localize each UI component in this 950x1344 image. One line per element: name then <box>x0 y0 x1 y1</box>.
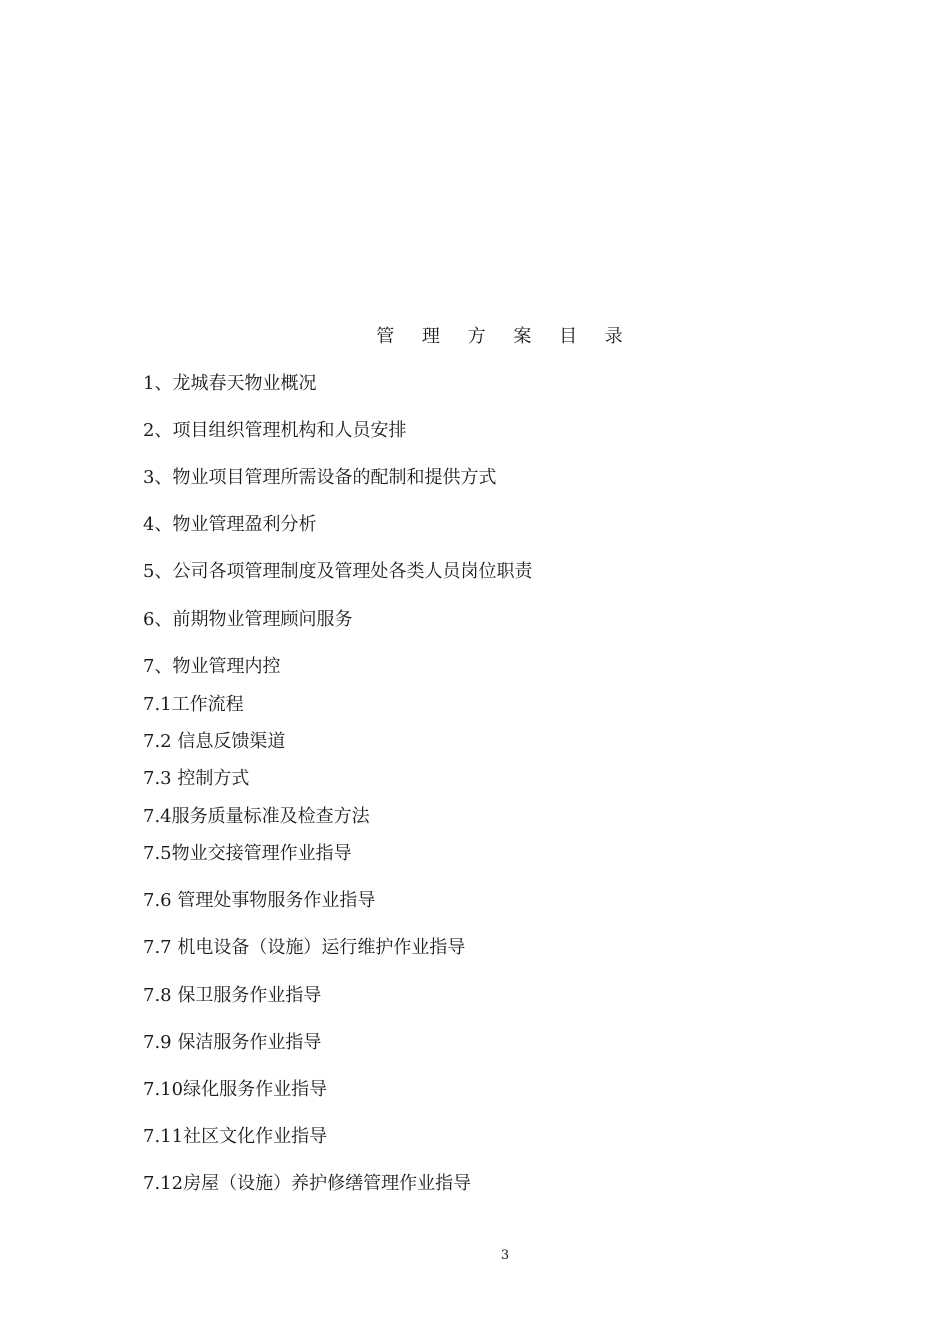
toc-item-7: 7、物业管理内控 <box>143 656 281 677</box>
toc-item-4: 4、物业管理盈利分析 <box>143 514 317 535</box>
toc-item-3: 3、物业项目管理所需设备的配制和提供方式 <box>143 467 497 488</box>
page-number: 3 <box>500 1248 510 1263</box>
toc-item-6: 6、前期物业管理顾问服务 <box>143 609 353 630</box>
toc-item-7-1: 7.1工作流程 <box>143 694 244 715</box>
toc-item-7-5: 7.5物业交接管理作业指导 <box>143 843 352 864</box>
toc-item-7-12: 7.12房屋（设施）养护修缮管理作业指导 <box>143 1173 472 1194</box>
toc-item-7-3: 7.3 控制方式 <box>143 768 250 789</box>
toc-item-7-10: 7.10绿化服务作业指导 <box>143 1079 328 1100</box>
toc-item-5: 5、公司各项管理制度及管理处各类人员岗位职责 <box>143 561 533 582</box>
toc-item-7-6: 7.6 管理处事物服务作业指导 <box>143 890 376 911</box>
toc-item-2: 2、项目组织管理机构和人员安排 <box>143 420 407 441</box>
toc-item-7-8: 7.8 保卫服务作业指导 <box>143 985 322 1006</box>
toc-item-1: 1、龙城春天物业概况 <box>143 373 317 394</box>
toc-item-7-11: 7.11社区文化作业指导 <box>143 1126 328 1147</box>
toc-item-7-7: 7.7 机电设备（设施）运行维护作业指导 <box>143 937 466 958</box>
toc-item-7-4: 7.4服务质量标准及检查方法 <box>143 806 370 827</box>
toc-item-7-9: 7.9 保洁服务作业指导 <box>143 1032 322 1053</box>
toc-item-7-2: 7.2 信息反馈渠道 <box>143 731 286 752</box>
toc-title: 管 理 方 案 目 录 <box>376 326 634 347</box>
